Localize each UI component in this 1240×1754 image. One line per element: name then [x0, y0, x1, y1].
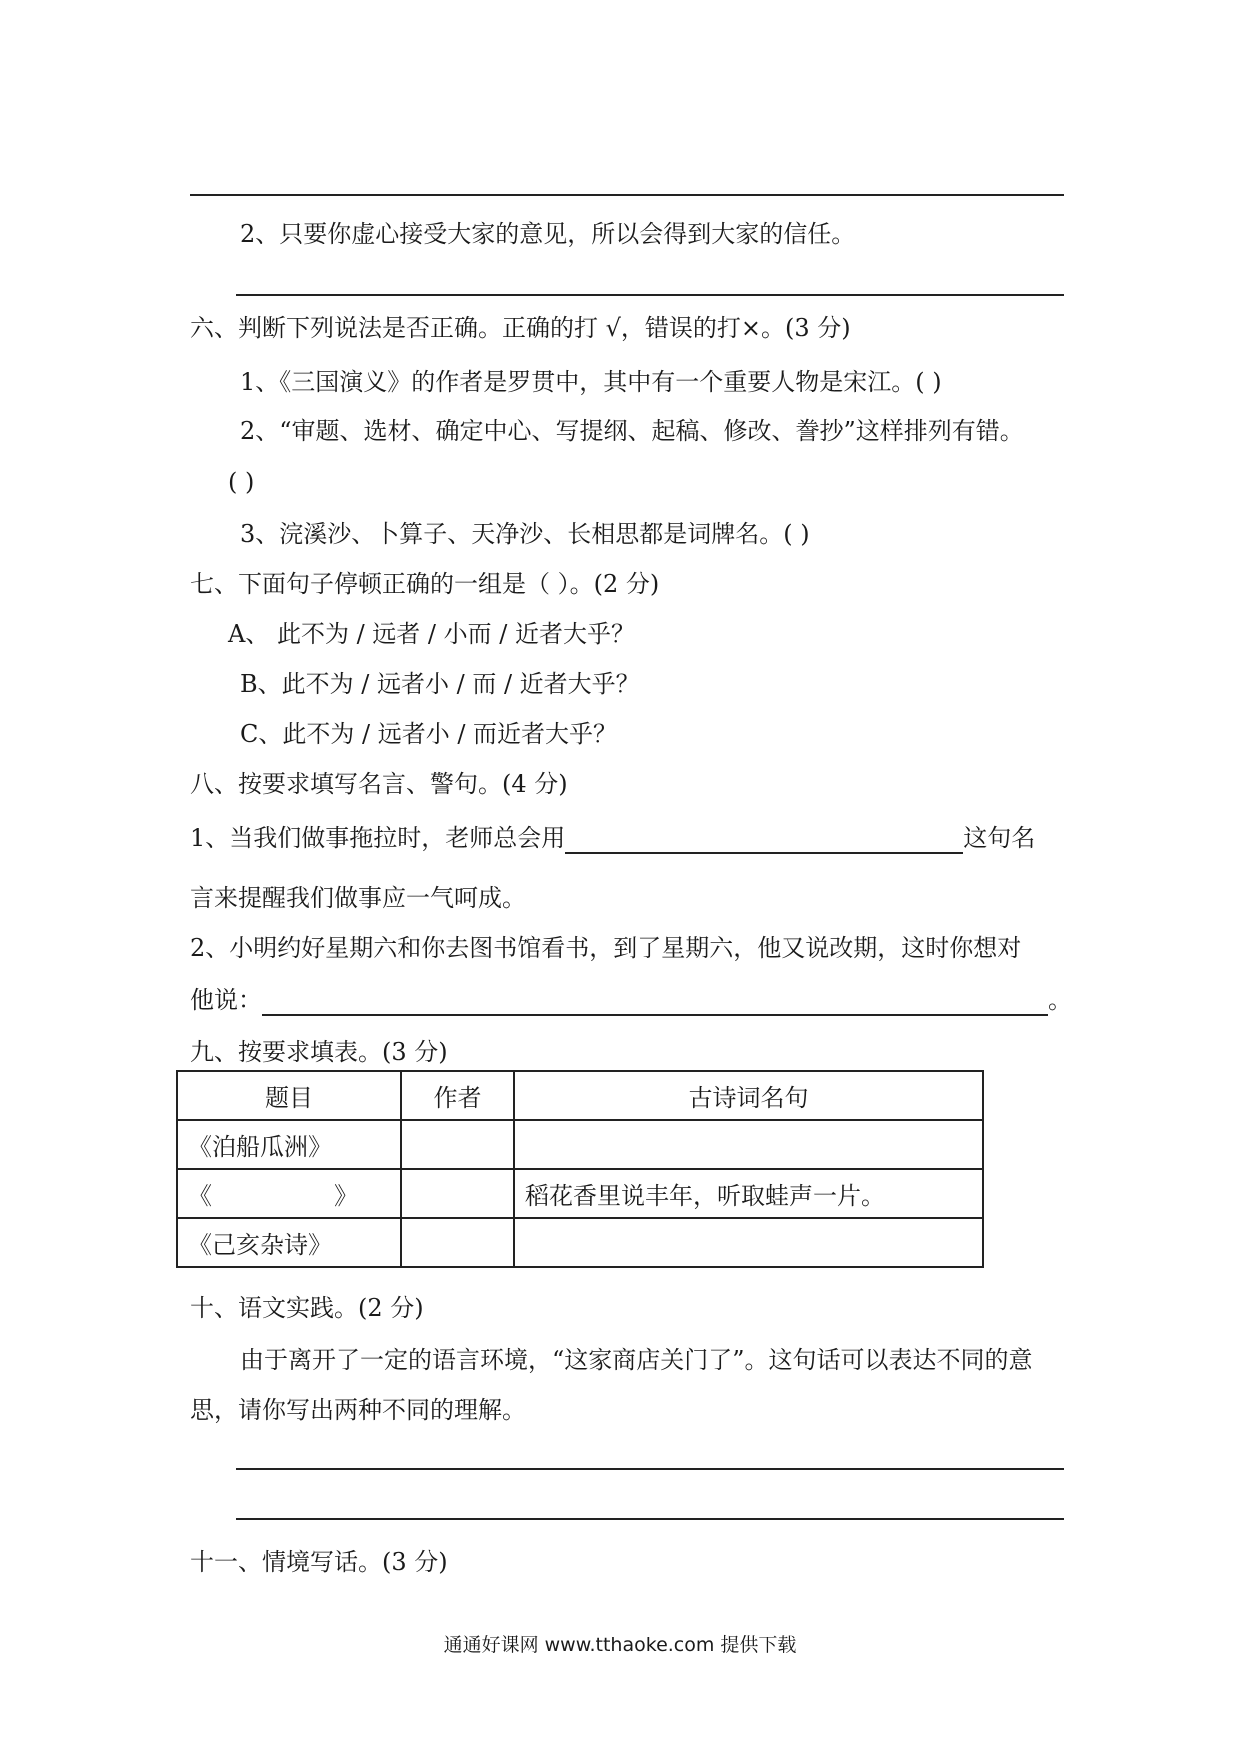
- s8-q1-continued: 言来提醒我们做事应一气呵成。: [190, 884, 526, 912]
- cell-poem-line[interactable]: [514, 1120, 983, 1169]
- cell-author[interactable]: [401, 1120, 514, 1169]
- section-8-heading: 八、按要求填写名言、警句。(4 分): [190, 770, 568, 798]
- header-author: 作者: [401, 1071, 514, 1120]
- table-row: [177, 1169, 983, 1218]
- header-poem-line: 古诗词名句: [514, 1071, 983, 1120]
- table-header-row: [177, 1071, 983, 1120]
- s6-item-1: 1、《三国演义》的作者是罗贯中，其中有一个重要人物是宋江。( ): [240, 368, 942, 396]
- fill-blank-line[interactable]: [565, 826, 963, 854]
- s6-item-3: 3、浣溪沙、卜算子、天净沙、长相思都是词牌名。( ): [240, 520, 810, 548]
- s10-paragraph-2: 思，请你写出两种不同的理解。: [190, 1396, 526, 1424]
- s8-question-1: [190, 822, 1035, 854]
- answer-line: [190, 194, 1064, 196]
- footer-watermark: 通通好课网 www.tthaoke.com 提供下载: [443, 1634, 797, 1656]
- section-10-heading: 十、语文实践。(2 分): [190, 1294, 424, 1322]
- header-title: 题目: [177, 1071, 401, 1120]
- s8-q2-answer: [190, 984, 1072, 1016]
- s8-q2-prompt: 他说：: [190, 986, 262, 1014]
- table-row: [177, 1120, 983, 1169]
- cell-author[interactable]: [401, 1218, 514, 1267]
- cell-title: 《泊船瓜洲》: [177, 1120, 401, 1169]
- section-11-heading: 十一、情境写话。(3 分): [190, 1548, 448, 1576]
- cell-title: 《己亥杂诗》: [177, 1218, 401, 1267]
- section-7-heading: 七、下面句子停顿正确的一组是（ ）。(2 分): [190, 570, 660, 598]
- fill-blank-line[interactable]: [262, 988, 1048, 1016]
- s6-item-2-paren: ( ): [228, 468, 255, 496]
- cell-author[interactable]: [401, 1169, 514, 1218]
- poem-table: [176, 1070, 984, 1268]
- s6-item-2: 2、“审题、选材、确定中心、写提纲、起稿、修改、誊抄”这样排列有错。: [240, 417, 1024, 445]
- s7-option-b: B、此不为 / 远者小 / 而 / 近者大乎？: [240, 670, 640, 698]
- s8-q1-tail: 这句名: [963, 824, 1036, 852]
- s8-q1-text: 1、当我们做事拖拉时，老师总会用: [190, 824, 566, 852]
- answer-line[interactable]: [236, 1468, 1064, 1470]
- answer-line: [236, 294, 1064, 296]
- s7-option-a: A、 此不为 / 远者 / 小而 / 近者大乎？: [228, 620, 635, 648]
- s8-question-2: 2、小明约好星期六和你去图书馆看书，到了星期六，他又说改期，这时你想对: [190, 934, 1022, 962]
- section-6-heading: 六、判断下列说法是否正确。正确的打 √，错误的打×。(3 分): [190, 314, 851, 342]
- section-9-heading: 九、按要求填表。(3 分): [190, 1038, 448, 1066]
- s8-q2-end: 。: [1048, 986, 1072, 1014]
- cell-poem-line[interactable]: [514, 1218, 983, 1267]
- answer-line[interactable]: [236, 1518, 1064, 1520]
- cell-poem-line: 稻花香里说丰年，听取蛙声一片。: [514, 1169, 983, 1218]
- table-row: [177, 1218, 983, 1267]
- s7-option-c: C、此不为 / 远者小 / 而近者大乎？: [240, 720, 618, 748]
- s5-item-2: 2、只要你虚心接受大家的意见，所以会得到大家的信任。: [240, 220, 856, 248]
- s10-paragraph-1: 由于离开了一定的语言环境，“这家商店关门了”。这句话可以表达不同的意: [240, 1346, 1033, 1374]
- cell-title[interactable]: 《 》: [177, 1169, 401, 1218]
